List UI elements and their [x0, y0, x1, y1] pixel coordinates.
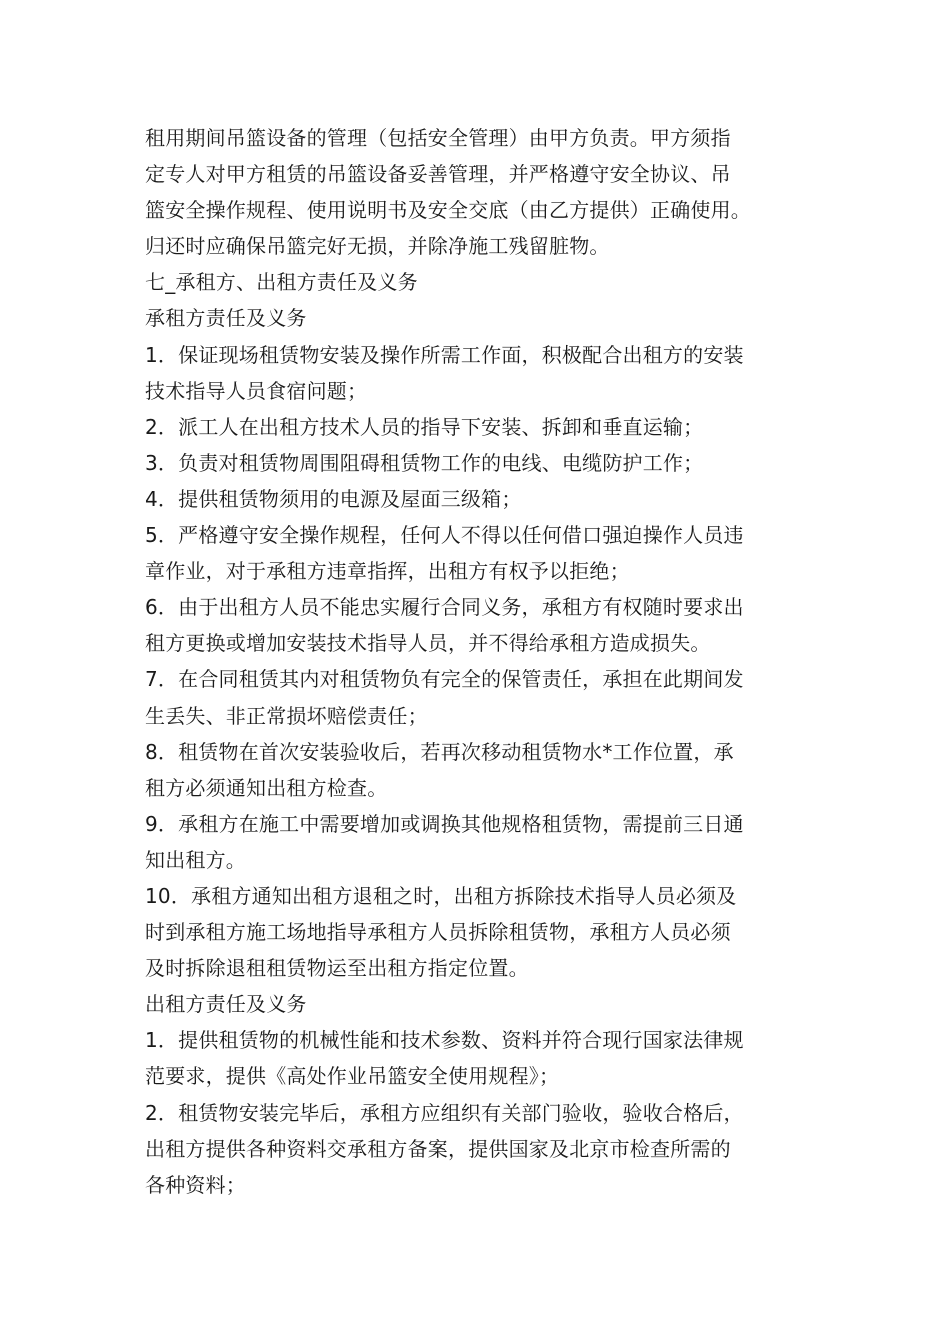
list-item: 3．负责对租赁物周围阻碍租赁物工作的电线、电缆防护工作； — [145, 450, 704, 475]
list-item: 1．保证现场租赁物安装及操作所需工作面，积极配合出租方的安装 — [145, 342, 744, 367]
text-line: 租方必须通知出租方检查。 — [145, 775, 388, 800]
subsection-heading: 出租方责任及义务 — [145, 992, 307, 1017]
text-line: 章作业，对于承租方违章指挥，出租方有权予以拒绝； — [145, 559, 630, 584]
list-item: 10．承租方通知出租方退租之时，出租方拆除技术指导人员必须及 — [145, 883, 737, 908]
text-line: 范要求，提供《高处作业吊篮安全使用规程》； — [145, 1064, 560, 1089]
list-item: 4．提供租赁物须用的电源及屋面三级箱； — [145, 486, 522, 511]
text-line: 及时拆除退租租赁物运至出租方指定位置。 — [145, 956, 529, 981]
list-item: 2．租赁物安装完毕后，承租方应组织有关部门验收，验收合格后， — [145, 1100, 744, 1125]
subsection-heading: 承租方责任及义务 — [145, 306, 307, 331]
text-line: 技术指导人员食宿问题； — [145, 378, 368, 403]
text-line: 出租方提供各种资料交承租方备案，提供国家及北京市检查所需的 — [145, 1136, 731, 1161]
list-item: 2．派工人在出租方技术人员的指导下安装、拆卸和垂直运输； — [145, 414, 704, 439]
section-heading: 七_承租方、出租方责任及义务 — [145, 270, 418, 295]
text-line: 知出租方。 — [145, 847, 246, 872]
text-line: 各种资料； — [145, 1172, 246, 1197]
list-item: 5．严格遵守安全操作规程，任何人不得以任何借口强迫操作人员违 — [145, 523, 744, 548]
list-item: 8．租赁物在首次安装验收后，若再次移动租赁物水*工作位置，承 — [145, 739, 734, 764]
document-body — [145, 120, 817, 1203]
text-line: 生丢失、非正常损坏赔偿责任； — [145, 703, 428, 728]
list-item: 9．承租方在施工中需要增加或调换其他规格租赁物，需提前三日通 — [145, 811, 744, 836]
list-item: 7．在合同租赁其内对租赁物负有完全的保管责任，承担在此期间发 — [145, 667, 744, 692]
text-line: 定专人对甲方租赁的吊篮设备妥善管理，并严格遵守安全协议、吊 — [145, 162, 731, 187]
text-line: 篮安全操作规程、使用说明书及安全交底（由乙方提供）正确使用。 — [145, 198, 751, 223]
text-line: 租用期间吊篮设备的管理（包括安全管理）由甲方负责。甲方须指 — [145, 126, 731, 150]
list-item: 6．由于出租方人员不能忠实履行合同义务，承租方有权随时要求出 — [145, 595, 744, 620]
text-line: 时到承租方施工场地指导承租方人员拆除租赁物，承租方人员必须 — [145, 920, 731, 945]
text-line: 租方更换或增加安装技术指导人员，并不得给承租方造成损失。 — [145, 631, 711, 656]
list-item: 1．提供租赁物的机械性能和技术参数、资料并符合现行国家法律规 — [145, 1028, 744, 1053]
text-line: 归还时应确保吊篮完好无损，并除净施工残留脏物。 — [145, 234, 610, 259]
